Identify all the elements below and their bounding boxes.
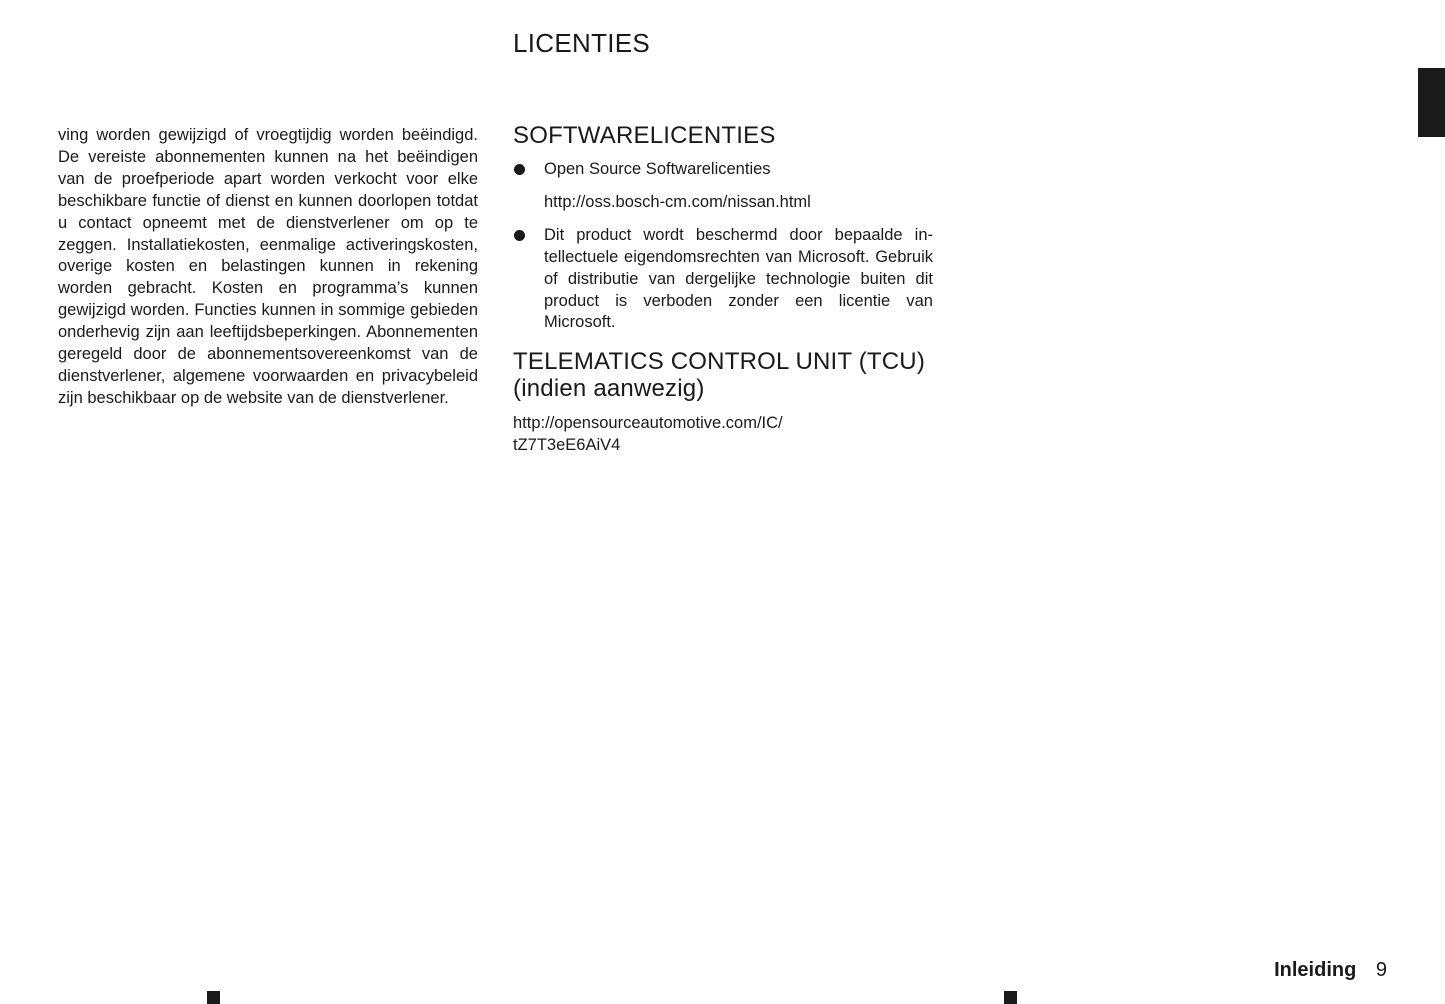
tcu-url-line2: tZ7T3eE6AiV4 <box>513 436 621 455</box>
list-item-microsoft <box>513 225 933 335</box>
crop-mark-left <box>207 991 220 1004</box>
bullet-icon <box>514 230 525 241</box>
bullet-icon <box>514 164 525 175</box>
tcu-url <box>513 413 933 457</box>
page-number: 9 <box>1375 959 1387 981</box>
list-item-text: Dit product wordt beschermd door bepaalde intellectuele eigendomsrechten van Microsoft. Gebruik of distributie van dergelijke technologie buiten dit product is verboden zonder een licentie van Microsoft. <box>544 225 933 332</box>
tcu-url-line1: http://opensourceautomotive.com/IC/ <box>513 414 783 433</box>
footer-section-name: Inleiding <box>1274 959 1357 981</box>
list-item-text: Open Source Softwarelicenties <box>544 160 771 178</box>
section-title-tcu <box>513 348 933 402</box>
section-title-tcu-line2: (indien aanwezig) <box>513 375 705 403</box>
body-paragraph: ving worden gewijzigd of vroegtijdig worden beëindigd. De vereiste abonnementen kunnen na het beëindigen van de proefperiode apart worden verkocht voor elke beschikbare functie of dienst en kunnen doorlopen totdat u contact opneemt met de dienstverlener om op te zeggen. Installatiekosten, eenmalige activeringskosten, overige kosten en belastingen kunnen in rekening worden gebracht. Kosten en programma’s kunnen gewijzigd worden. Functies kunnen in sommige gebieden onderhevig zijn aan leeftijdsbeperkingen. Abonnementen geregeld door de abonnementsovereenkomst van de dienstverlener, algemene voorwaarden en privacybeleid zijn beschikbaar op de website van de dienstverlener. <box>58 126 478 407</box>
page-footer <box>1274 957 1387 983</box>
open-source-url: http://oss.bosch-cm.com/nissan.html <box>544 192 811 211</box>
section-title-software-licenses: SOFTWARELICENTIES <box>513 122 776 149</box>
chapter-tab-marker <box>1418 68 1445 137</box>
crop-mark-right <box>1004 991 1017 1004</box>
page-title: LICENTIES <box>513 28 651 58</box>
list-item-open-source <box>513 159 933 181</box>
section-title-tcu-line1: TELEMATICS CONTROL UNIT (TCU) <box>513 348 926 376</box>
licenses-column <box>513 122 933 457</box>
